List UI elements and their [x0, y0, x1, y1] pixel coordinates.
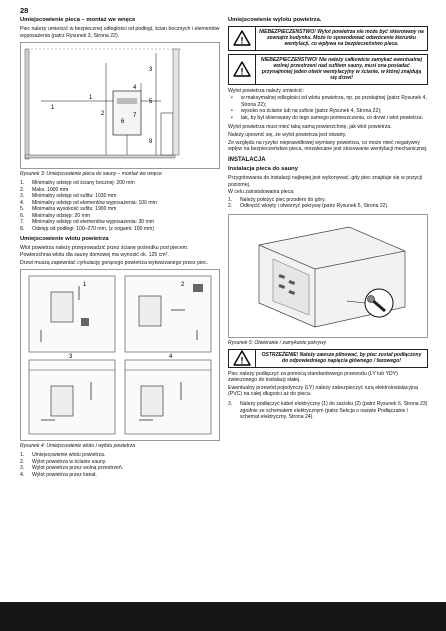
outlet-area-paragraph: Wylot powietrza musi mieć taką samą powierzchnię, jak wlot powietrza. — [228, 124, 392, 131]
fig3-label: 2 — [101, 111, 105, 118]
door-circulation-paragraph: Drzwi muszą zapewniać cyrkulację gorącego powietrza wytwarzanego przez piec. — [20, 259, 208, 266]
heater-cover-illustration — [229, 215, 427, 337]
distance-list — [20, 180, 220, 232]
svg-text:!: ! — [240, 355, 244, 366]
heading-air-inlet: Umiejscowienie wlotu powietrza — [20, 236, 109, 243]
mechanical-ventilation-paragraph: Ze względu na ryzyko nieprawidłowej wymiany powietrza, co może mieć negatywny wpływ na bezpieczeństwo pieca, niezalecane jest stosowanie wentylacji mechanicznej. — [228, 139, 428, 153]
page-number: 28 — [20, 6, 29, 15]
bullet-item: • w maksymalnej odległości od wlotu powietrza, np. po przekątnej (patrz Rysunek 4, Strona 22); — [231, 95, 427, 108]
list-item: 2. Maks. 1000 mm — [20, 186, 69, 193]
fig4-label: 3 — [69, 354, 73, 361]
list-item: 3. Minimalny odstęp od sufitu: 1030 mm — [20, 193, 117, 200]
air-flow-diagram — [21, 270, 219, 440]
fig3-label: 5 — [149, 99, 153, 106]
heading-niche-placement: Umiejscowienie pieca – montaż we wnęce — [20, 17, 136, 23]
list-item: 3. Należy podłączyć kabel elektryczny (1) do zacisku (2) (patrz Rysunek 6, Strona 23) zgodnie ze schematem elektrycznym (patrz Sekcja o nazwie Podłączanie / schemat elektryczny, Strona 24). — [228, 401, 428, 421]
fig3-label: 8 — [149, 139, 153, 146]
warning-triangle-icon — [229, 27, 255, 50]
right-column — [228, 17, 428, 425]
fig3-label: 1 — [51, 105, 55, 112]
list-item: 2. Wylot powietrza w ścianie sauny. — [20, 458, 107, 465]
fig3-label: 1 — [89, 95, 93, 102]
figure-4-caption: Rysunek 4: Umiejscowienie wlotu i wylotu powietrza — [20, 443, 136, 450]
fig3-label: 4 — [133, 85, 137, 92]
danger-text-1: NIEBEZPIECZEŃSTWO! Wylot powietrza nie może być skierowany na zewnątrz budynku. Może to spowodować odwrócenie kierunku wentylacji, co wpływa na bezpieczeństwo pieca. — [255, 27, 427, 50]
figure-3 — [20, 42, 220, 169]
outlet-open-paragraph: Należy upewnić się, że wylot powietrza jest otwarty. — [228, 132, 347, 139]
heading-air-outlet: Umiejscowienie wylotu powietrza. — [228, 17, 322, 23]
left-column — [20, 17, 220, 482]
figure-3-caption: Rysunek 3: Umiejscowienie pieca do sauny – montaż we wnęce — [20, 171, 162, 178]
warning-text-3: OSTRZEŻENIE! Należy zawsze pilnować, by piec został podłączony do odpowiedniego napięcia głównego / fazowego! — [255, 350, 427, 367]
svg-text:!: ! — [240, 66, 244, 77]
fig3-label: 3 — [149, 67, 153, 74]
list-item: 4. Minimalny odstęp od elementów wyposażenia: 100 mm — [20, 199, 157, 206]
list-item: 1. Minimalny odstęp od ściany bocznej: 200 mm — [20, 180, 135, 187]
fig4-label: 4 — [169, 354, 173, 361]
connect-step — [228, 401, 428, 421]
bullet-item: • tak, by był skierowany do tego samego pomieszczenia, co drzwi i wlot powietrza. — [231, 114, 424, 121]
list-item: 1. Umiejscowienie wlotu powietrza. — [20, 452, 106, 459]
bottom-dark-band — [0, 602, 446, 631]
niche-installation-diagram — [21, 43, 219, 168]
fig4-label: 1 — [83, 282, 87, 289]
figure-4 — [20, 269, 220, 441]
list-item: 8. Odstęp od podłogi: 100–270 mm, (z nogami: 100 mm) — [20, 225, 155, 232]
cable-paragraph: Piec należy podłączyć za pomocą standardowego przewodu (LY lub YDY) zwierzonego do instalacji stałej. — [228, 370, 398, 384]
fig4-label: 2 — [181, 282, 185, 289]
install-lead: W celu zainstalowania pieca: — [228, 189, 295, 196]
list-item: 1. Należy położyć piec przodem do góry. — [228, 196, 326, 203]
list-item: 2. Odkręcić wkręty i otworzyć pokrywę (patrz Rysunek 5, Strona 22). — [228, 203, 389, 210]
preparation-paragraph: Przygotowania do instalacji najlepiej jest wykonywać, gdy piec znajduje się w pozycji poziomej. — [228, 175, 423, 188]
outlet-lead: Wylot powietrza należy umieścić: — [228, 87, 305, 94]
list-item: 4. Wylot powietrza przez kanał. — [20, 471, 97, 478]
install-steps — [228, 197, 428, 210]
conduit-paragraph: Ewentualny przewód pojedynczy (LY) należy zabezpieczyć rurą elektroinstalacyjną (PVC) na całej długości aż do pieca. — [228, 384, 418, 398]
warning-triangle-icon — [229, 350, 255, 367]
bullet-item: • wysoko na ścianie lub na suficie (patrz Rysunek 4, Strona 22); — [231, 108, 382, 115]
warning-box-3 — [228, 349, 428, 368]
outlet-bullets — [228, 95, 428, 121]
intro-paragraph: Piec należy umieścić w bezpiecznej odległości od podłogi, ścian bocznych i elementów wyposażenia (patrz Rysunek 3, Strona 22). — [20, 25, 220, 39]
danger-text-2: NIEBEZPIECZEŃSTWO! Nie należy całkowicie zamykać ewentualnej wolnej przestrzeni nad sufitem sauny, musi ona posiadać przynajmniej jeden otwór wentylacyjny w ścianie, w której znajdują się drzwi! — [255, 55, 427, 84]
list-item: 3. Wylot powietrza przez wolną przestrzeń. — [20, 465, 124, 472]
air-outlet-list — [20, 452, 220, 478]
heading-heater-installation: Instalacja pieca do sauny — [228, 166, 298, 173]
list-item: 7. Minimalny odstęp od elementów wyposażenia: 30 mm — [20, 219, 155, 226]
warning-triangle-icon — [229, 55, 255, 84]
svg-text:!: ! — [240, 35, 244, 46]
list-item: 6. Minimalny odstęp: 20 mm — [20, 212, 91, 219]
fig3-label: 7 — [133, 113, 137, 120]
section-installation: INSTALACJA — [228, 157, 266, 164]
air-inlet-paragraph: Wlot powietrza należy przeprowadzić przez ścianę pośrodku pod piecem. Powierzchnia wlotu dla sauny domowej ma wynosić ok. 125 cm². — [20, 245, 189, 258]
danger-box-1 — [228, 26, 428, 51]
figure-5-caption: Rysunek 5: Otwieranie / zamykanie pokrywy — [228, 340, 327, 346]
figure-5 — [228, 214, 428, 338]
danger-box-2 — [228, 54, 428, 85]
list-item: 5. Minimalna wysokość sufitu: 1900 mm — [20, 206, 117, 213]
fig3-label: 6 — [121, 119, 125, 126]
